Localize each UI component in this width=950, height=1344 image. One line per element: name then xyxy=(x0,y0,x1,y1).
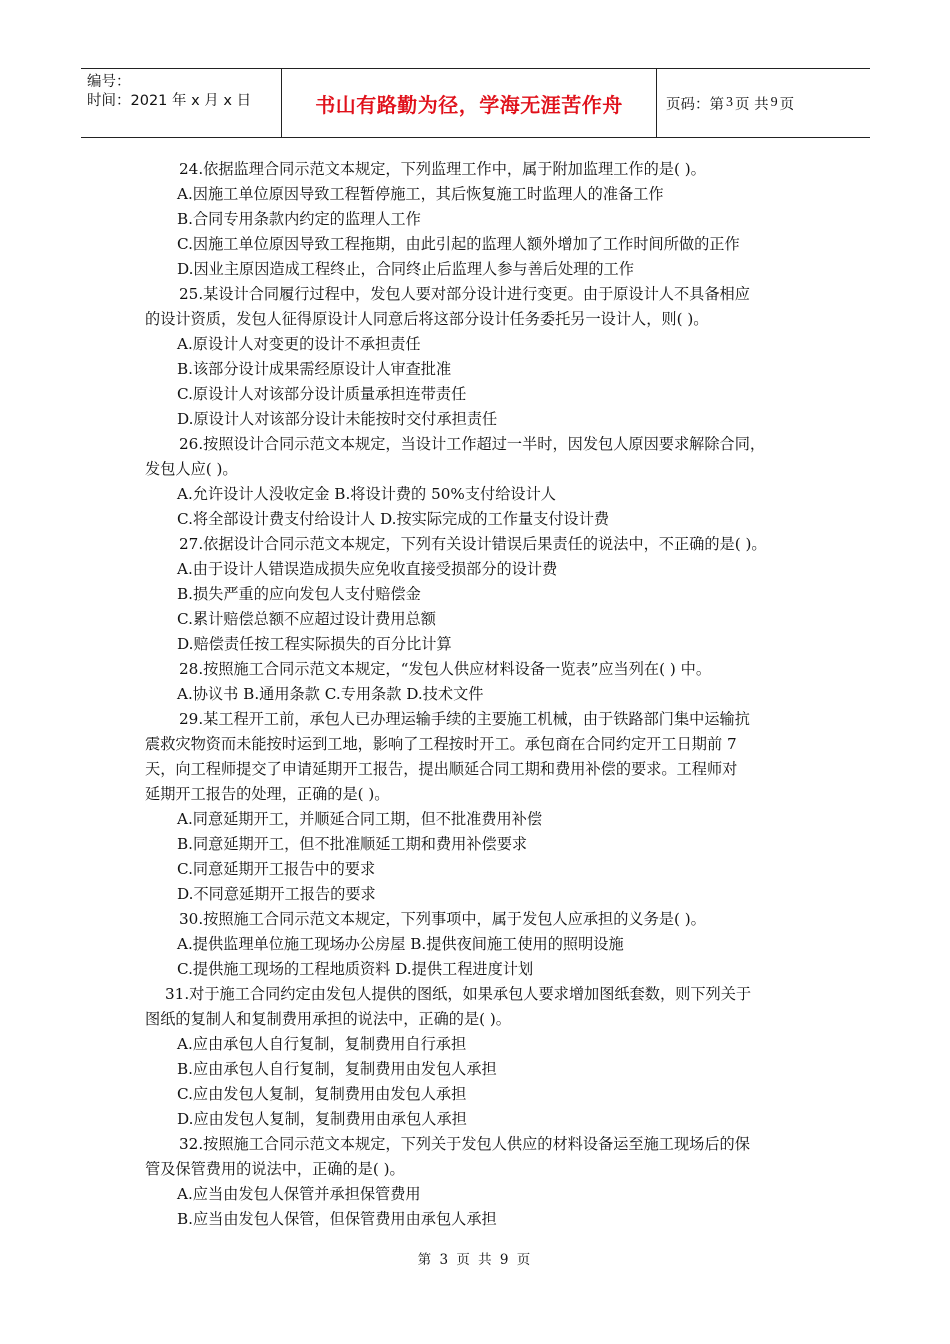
document-number-label: 编号： xyxy=(87,74,131,90)
text-line: C.累计赔偿总额不应超过设计费用总额 xyxy=(177,610,436,628)
text-line: A.应当由发包人保管并承担保管费用 xyxy=(177,1185,421,1203)
text-line: B.应由承包人自行复制，复制费用由发包人承担 xyxy=(177,1060,497,1078)
text-line: 天，向工程师提交了申请延期开工报告，提出顺延合同工期和费用补偿的要求。工程师对 xyxy=(145,760,738,778)
text-line: 30.按照施工合同示范文本规定，下列事项中，属于发包人应承担的义务是( )。 xyxy=(179,910,706,928)
text-line: D.原设计人对该部分设计未能按时交付承担责任 xyxy=(177,410,498,428)
text-line: B.应当由发包人保管，但保管费用由承包人承担 xyxy=(177,1210,497,1228)
document-date-label: 时间：2021 年 x 月 x 日 xyxy=(87,93,252,109)
text-line: C.因施工单位原因导致工程拖期，由此引起的监理人额外增加了工作时间所做的正作 xyxy=(177,235,740,253)
page-prefix: 页码：第 xyxy=(666,96,724,113)
page-footer: 第 3 页 共 9 页 xyxy=(417,1252,533,1268)
text-line: D.因业主原因造成工程终止，合同终止后监理人参与善后处理的工作 xyxy=(177,260,634,278)
text-line: B.同意延期开工，但不批准顺延工期和费用补偿要求 xyxy=(177,835,528,853)
text-line: A.允许设计人没收定金 B.将设计费的 50%支付给设计人 xyxy=(177,485,556,503)
text-line: 26.按照设计合同示范文本规定，当设计工作超过一半时，因发包人原因要求解除合同， xyxy=(179,435,766,453)
text-line: A.由于设计人错误造成损失应免收直接受损部分的设计费 xyxy=(177,560,558,578)
text-line: B.合同专用条款内约定的监理人工作 xyxy=(177,210,421,228)
header-meta xyxy=(81,69,282,137)
text-line: D.赔偿责任按工程实际损失的百分比计算 xyxy=(177,635,452,653)
text-line: C.提供施工现场的工程地质资料 D.提供工程进度计划 xyxy=(177,960,534,978)
text-line: 图纸的复制人和复制费用承担的说法中，正确的是( )。 xyxy=(145,1010,511,1028)
text-line: A.因施工单位原因导致工程暂停施工，其后恢复施工时监理人的准备工作 xyxy=(177,185,664,203)
text-line: C.同意延期开工报告中的要求 xyxy=(177,860,376,878)
text-line: 24.依据监理合同示范文本规定，下列监理工作中，属于附加监理工作的是( )。 xyxy=(179,160,706,178)
text-line: B.该部分设计成果需经原设计人审查批准 xyxy=(177,360,452,378)
text-line: A.同意延期开工，并顺延合同工期，但不批准费用补偿 xyxy=(177,810,543,828)
text-line: A.应由承包人自行复制，复制费用自行承担 xyxy=(177,1035,467,1053)
page-suffix: 页 xyxy=(779,96,795,113)
text-line: 管及保管费用的说法中，正确的是( )。 xyxy=(145,1160,405,1178)
text-line: C.原设计人对该部分设计质量承担连带责任 xyxy=(177,385,467,403)
text-line: C.将全部设计费支付给设计人 D.按实际完成的工作量支付设计费 xyxy=(177,510,610,528)
text-line: B.损失严重的应向发包人支付赔偿金 xyxy=(177,585,421,603)
text-line: 32.按照施工合同示范文本规定，下列关于发包人供应的材料设备运至施工现场后的保 xyxy=(179,1135,750,1153)
text-line: 29.某工程开工前，承包人已办理运输手续的主要施工机械，由于铁路部门集中运输抗 xyxy=(179,710,750,728)
text-line: 25.某设计合同履行过程中，发包人要对部分设计进行变更。由于原设计人不具备相应 xyxy=(179,285,750,303)
text-line: 31.对于施工合同约定由发包人提供的图纸，如果承包人要求增加图纸套数，则下列关于 xyxy=(165,985,752,1003)
text-line: D.应由发包人复制，复制费用由承包人承担 xyxy=(177,1110,467,1128)
page-total: 9 xyxy=(770,95,778,110)
text-line: C.应由发包人复制，复制费用由发包人承担 xyxy=(177,1085,467,1103)
text-line: D.不同意延期开工报告的要求 xyxy=(177,885,376,903)
page-mid: 页 共 xyxy=(735,96,769,113)
text-line: A.原设计人对变更的设计不承担责任 xyxy=(177,335,421,353)
text-line: A.提供监理单位施工现场办公房屋 B.提供夜间施工使用的照明设施 xyxy=(177,935,624,953)
header-motto: 书山有路勤为径，学海无涯苦作舟 xyxy=(282,69,657,137)
text-line: 延期开工报告的处理，正确的是( )。 xyxy=(145,785,390,803)
text-line: 27.依据设计合同示范文本规定，下列有关设计错误后果责任的说法中，不正确的是( )。 xyxy=(179,535,767,553)
text-line: A.协议书 B.通用条款 C.专用条款 D.技术文件 xyxy=(177,685,484,703)
page-header xyxy=(81,68,870,138)
text-line: 的设计资质，发包人征得原设计人同意后将这部分设计任务委托另一设计人，则( )。 xyxy=(145,310,709,328)
header-page-indicator xyxy=(657,69,870,137)
question-body xyxy=(145,157,813,1232)
page-current: 3 xyxy=(726,95,733,110)
text-line: 28.按照施工合同示范文本规定，“发包人供应材料设备一览表”应当列在( ) 中。 xyxy=(179,660,711,678)
text-line: 震救灾物资而未能按时运到工地，影响了工程按时开工。承包商在合同约定开工日期前 7 xyxy=(145,735,737,753)
text-line: 发包人应( )。 xyxy=(145,460,238,478)
